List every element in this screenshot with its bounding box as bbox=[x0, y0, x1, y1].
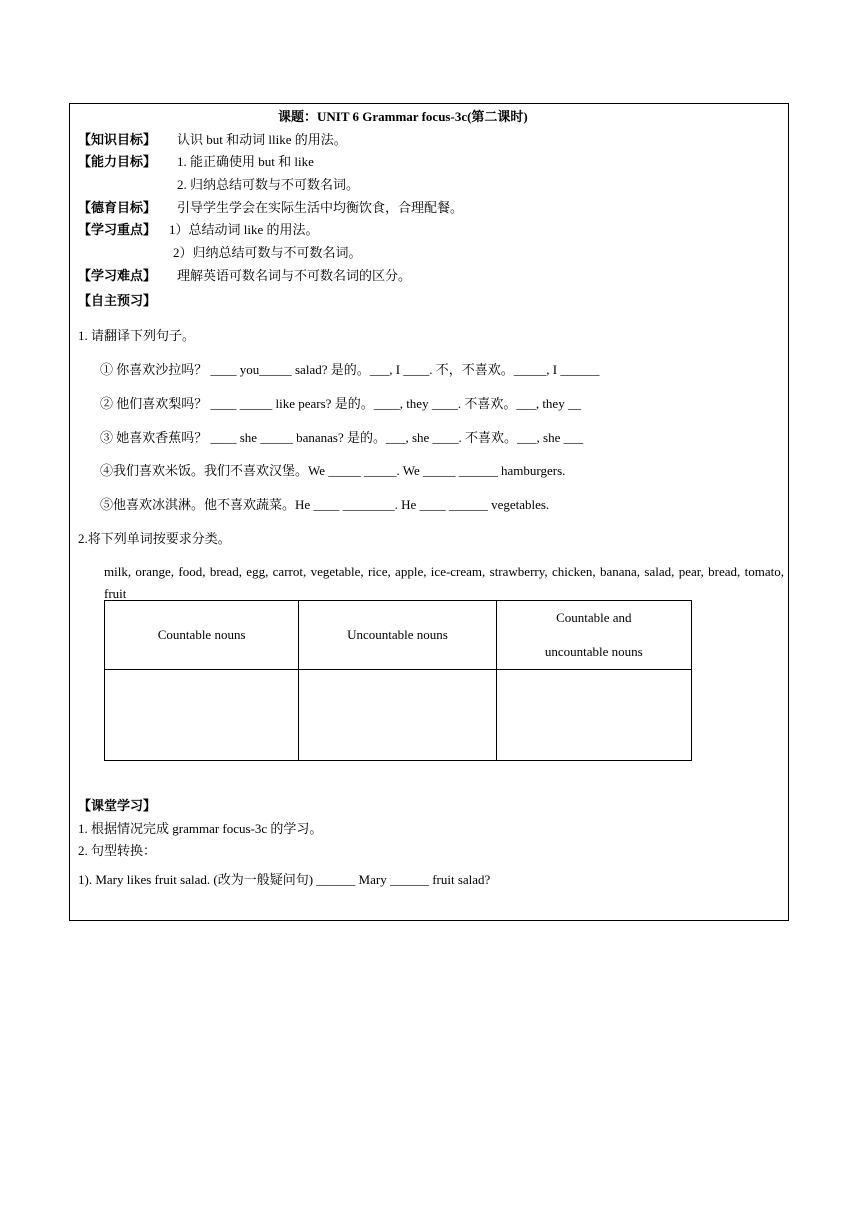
knowledge-text: 认识 but 和动词 llike 的用法。 bbox=[177, 132, 347, 147]
sentence-5: ⑤他喜欢冰淇淋。他不喜欢蔬菜。He ____ ________. He ____ ______ vegetables. bbox=[100, 497, 550, 512]
knowledge-label: 【知识目标】 bbox=[78, 132, 157, 147]
uncountable-answer-cell[interactable] bbox=[299, 670, 496, 761]
difficulty-text: 理解英语可数名词与不可数名词的区分。 bbox=[177, 268, 412, 283]
focus-label: 【学习重点】 bbox=[78, 222, 157, 237]
transform-exercise: 1). Mary likes fruit salad. (改为一般疑问句) ______ Mary ______ fruit salad? bbox=[78, 872, 491, 887]
sentence-4: ④我们喜欢米饭。我们不喜欢汉堡。We _____ _____. We _____ ______ hamburgers. bbox=[100, 463, 566, 478]
classroom-item-1: 1. 根据情况完成 grammar focus-3c 的学习。 bbox=[78, 821, 323, 836]
moral-text: 引导学生学会在实际生活中均衡饮食，合理配餐。 bbox=[177, 200, 464, 215]
both-answer-cell[interactable] bbox=[496, 670, 691, 761]
lesson-title: 课题：UNIT 6 Grammar focus-3c(第二课时) bbox=[278, 109, 528, 124]
sentence-3: ③ 她喜欢香蕉吗？ ____ she _____ bananas? 是的。___, she ____. 不喜欢。___, she ___ bbox=[100, 430, 584, 445]
noun-classification-table bbox=[104, 600, 692, 761]
classroom-item-2: 2. 句型转换： bbox=[78, 843, 157, 858]
ability-item-2: 2. 归纳总结可数与不可数名词。 bbox=[177, 177, 360, 192]
moral-label: 【德育目标】 bbox=[78, 200, 157, 215]
classroom-heading: 【课堂学习】 bbox=[78, 798, 157, 813]
both-header-line-2: uncountable nouns bbox=[544, 644, 643, 659]
ability-label: 【能力目标】 bbox=[78, 154, 157, 169]
ability-item-1: 1. 能正确使用 but 和 like bbox=[177, 154, 314, 169]
question-1-title: 1. 请翻译下列句子。 bbox=[78, 328, 196, 343]
countable-answer-cell[interactable] bbox=[105, 670, 299, 761]
word-list: milk, orange, food, bread, egg, carrot, vegetable, rice, apple, ice-cream, strawberry, chicken, banana, salad, pear, bread, tomato, fruit bbox=[104, 564, 784, 601]
focus-item-2: 2）归纳总结可数与不可数名词。 bbox=[173, 245, 362, 260]
difficulty-label: 【学习难点】 bbox=[78, 268, 157, 283]
sentence-2: ② 他们喜欢梨吗？ ____ _____ like pears? 是的。____, they ____. 不喜欢。___, they __ bbox=[100, 396, 581, 411]
focus-item-1: 1）总结动词 like 的用法。 bbox=[169, 222, 319, 237]
both-header-line-1: Countable and bbox=[556, 610, 632, 625]
countable-header: Countable nouns bbox=[105, 601, 299, 670]
question-2-title: 2.将下列单词按要求分类。 bbox=[78, 531, 231, 546]
uncountable-header: Uncountable nouns bbox=[299, 601, 496, 670]
preview-heading: 【自主预习】 bbox=[78, 293, 157, 308]
both-header bbox=[496, 601, 691, 670]
sentence-1: ① 你喜欢沙拉吗？ ____ you_____ salad? 是的。___, I ____. 不，不喜欢。_____, I ______ bbox=[100, 362, 600, 377]
